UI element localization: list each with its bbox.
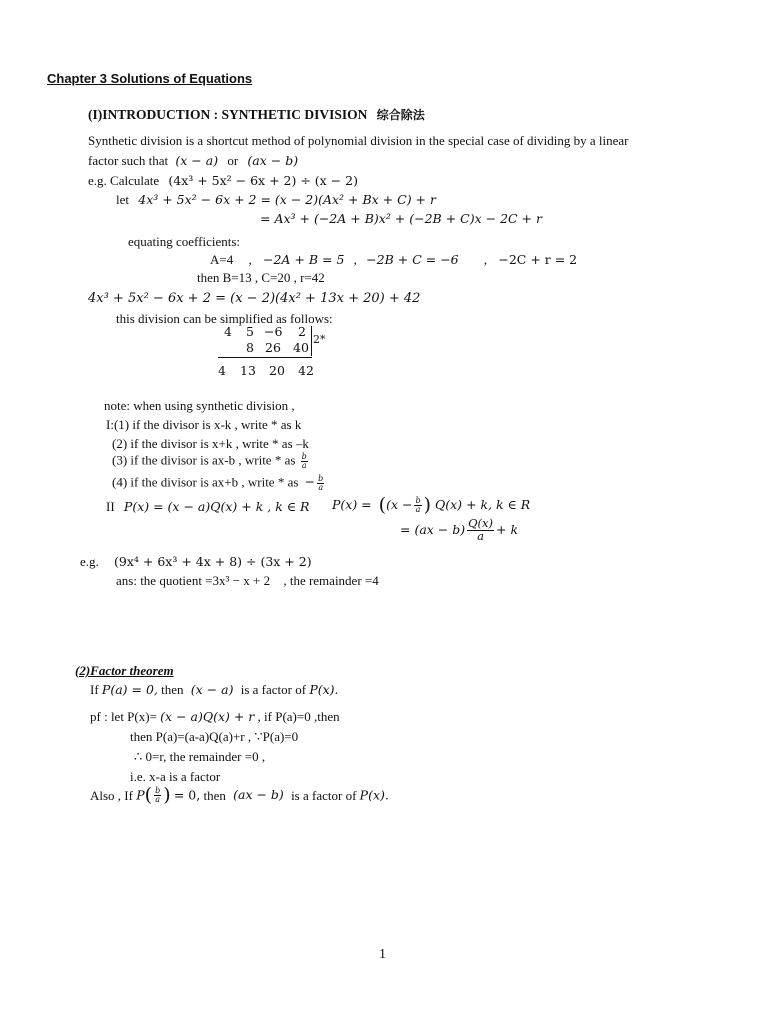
also-then: then [203,788,226,803]
synth-bottom-2: 20 [269,363,285,378]
is-factor-text: is a factor of [240,682,307,697]
coeff-b: −2A + B = 5 [262,252,345,267]
note-4 [112,475,326,492]
simplified-line: this division can be simplified as follows: [116,311,333,326]
proof-prefix: pf : let P(x)= [90,709,157,724]
note-4-frac-num: b [318,474,324,483]
example2-line [80,555,312,569]
ii-second-frac-num: Q(x) [468,516,494,530]
expand-equation: = Ax³ + (−2A + B)x² + (−2B + C)x − 2C + r [260,211,542,226]
also-close-paren: ) [163,784,171,806]
proof-therefore-line: ∴ 0=r, the remainder =0 , [134,749,266,764]
synth-divider-horizontal [218,357,312,358]
ii-line [106,500,309,514]
also-frac-den: a [155,795,161,804]
px-text: P(x). [309,682,339,697]
also-line [90,786,389,805]
synth-bottom-0: 4 [218,363,226,378]
ii-right-close: ) [423,494,431,516]
coeff-sep-2: , [353,252,357,267]
note-4-text: (4) if the divisor is ax+b , write * as [112,474,299,490]
synth-divider-vertical [311,326,312,356]
synth-top-3: 2 [298,324,306,339]
ii-right-rest: Q(x) + k, k ∈ R [434,497,531,512]
ii-right-lhs: P(x) = [332,497,372,512]
ii-second-rest: + k [496,521,519,537]
also-frac-num: b [155,786,161,795]
coeff-sep-1: , [248,252,252,267]
let-word: let [116,192,129,207]
ii-right-frac-num: b [415,496,421,505]
ii-second-lhs: = (ax − b) [400,521,466,537]
example2-expression: (9x⁴ + 6x³ + 4x + 8) ÷ (3x + 2) [114,554,312,569]
synth-bottom-1: 13 [240,363,256,378]
ii-second-equation [400,518,518,542]
synth-divisor: 2* [313,333,326,346]
synth-bottom-3: 42 [298,363,314,378]
note-3-fraction [301,453,308,470]
synth-mid-2: 40 [293,340,309,355]
also-px: P(x). [359,787,389,803]
note-2: (2) if the divisor is x+k , write * as –k [112,436,309,451]
then-word: then [161,682,184,697]
also-factor: (ax − b) [233,787,284,803]
also-open-paren: ( [144,784,153,806]
also-prefix: Also , If [90,788,133,803]
ii-second-fraction [467,518,494,542]
example1-line [88,174,358,188]
linear-factor-2: (ax − b) [247,153,299,168]
synth-top-1: 5 [246,324,254,339]
factor-theorem-statement [90,683,339,697]
intro-line-1: Synthetic division is a shortcut method of polynomial division in the special case of dividing by a linear [88,133,629,148]
note-3 [112,453,310,470]
proof-suffix: , if P(a)=0 ,then [257,709,340,724]
note-1: I:(1) if the divisor is x-k , write * as k [106,417,302,432]
example1-expression: (4x³ + 5x² − 6x + 2) ÷ (x − 2) [168,173,358,188]
synth-mid-0: 8 [246,340,254,355]
also-p: P [136,787,145,803]
synth-top-2: −6 [264,324,283,339]
also-equals-zero: = 0, [173,787,201,803]
proof-line [90,710,340,724]
section1-heading-chinese: 综合除法 [376,108,425,122]
coeff-d: −2C + r = 2 [498,252,578,267]
also-fraction [154,787,161,804]
if-word: If [90,682,99,697]
let-equation: 4x³ + 5x² − 6x + 2 = (x − 2)(Ax² + Bx + C) + r [138,192,436,207]
example2-answer [116,574,379,587]
coeff-sep-3: , [483,252,488,267]
note-3-frac-num: b [301,452,307,461]
proof-then-line: then P(a)=(a-a)Q(a)+r , ∵P(a)=0 [130,729,299,744]
ii-left-equation: P(x) = (x − a)Q(x) + k , k ∈ R [123,499,310,514]
ii-right-fraction [414,497,421,514]
proof-ie-line: i.e. x-a is a factor [130,769,221,784]
coeff-a: A=4 [210,252,234,267]
ii-right-frac-den: a [415,505,421,514]
synth-top-0: 4 [224,324,232,339]
chapter-title: Chapter 3 Solutions of Equations [47,71,253,86]
example2-label: e.g. [80,554,99,569]
note-3-frac-den: a [301,461,307,470]
intro-line-2 [88,154,298,168]
synthetic-division-table [218,324,330,384]
note-4-frac-den: a [318,483,324,492]
ii-right-equation [332,496,530,515]
coeff-c: −2B + C = −6 [366,252,459,267]
ii-right-open-paren: ( [378,494,387,516]
answer-quotient: ans: the quotient =3x³ − x + 2 [116,573,271,588]
proof-expression: (x − a)Q(x) + r [160,709,255,724]
section1-heading [88,108,425,122]
page-number: 1 [379,947,386,962]
section1-heading-text: (I)INTRODUCTION : SYNTHETIC DIVISION [88,107,368,122]
intro-line-2-text: factor such that [88,153,169,168]
also-is-factor: is a factor of [291,788,357,803]
answer-remainder: , the remainder =4 [283,573,379,588]
factor-x-minus-a: (x − a) [190,682,234,697]
example1-label: e.g. Calculate [88,173,160,188]
section2-heading: (2)Factor theorem [75,663,174,678]
ii-second-frac-den: a [477,528,484,543]
linear-factor-1: (x − a) [175,153,219,168]
result-equation: 4x³ + 5x² − 6x + 2 = (x − 2)(4x² + 13x + 20) + 42 [88,291,421,306]
equating-coefficients: equating coefficients: [128,234,241,249]
note-4-fraction [317,475,324,492]
pa-zero: P(a) = 0, [101,682,158,697]
let-line [116,193,436,207]
synth-mid-1: 26 [265,340,281,355]
solved-values: then B=13 , C=20 , r=42 [197,270,325,285]
note-heading: note: when using synthetic division , [104,398,295,413]
coefficient-equations [210,253,577,267]
ii-right-open: (x − [386,497,413,512]
ii-label: II [106,499,115,514]
note-3-text: (3) if the divisor is ax-b , write * as [112,452,296,468]
note-4-minus: − [304,474,316,490]
or-word: or [227,153,239,168]
